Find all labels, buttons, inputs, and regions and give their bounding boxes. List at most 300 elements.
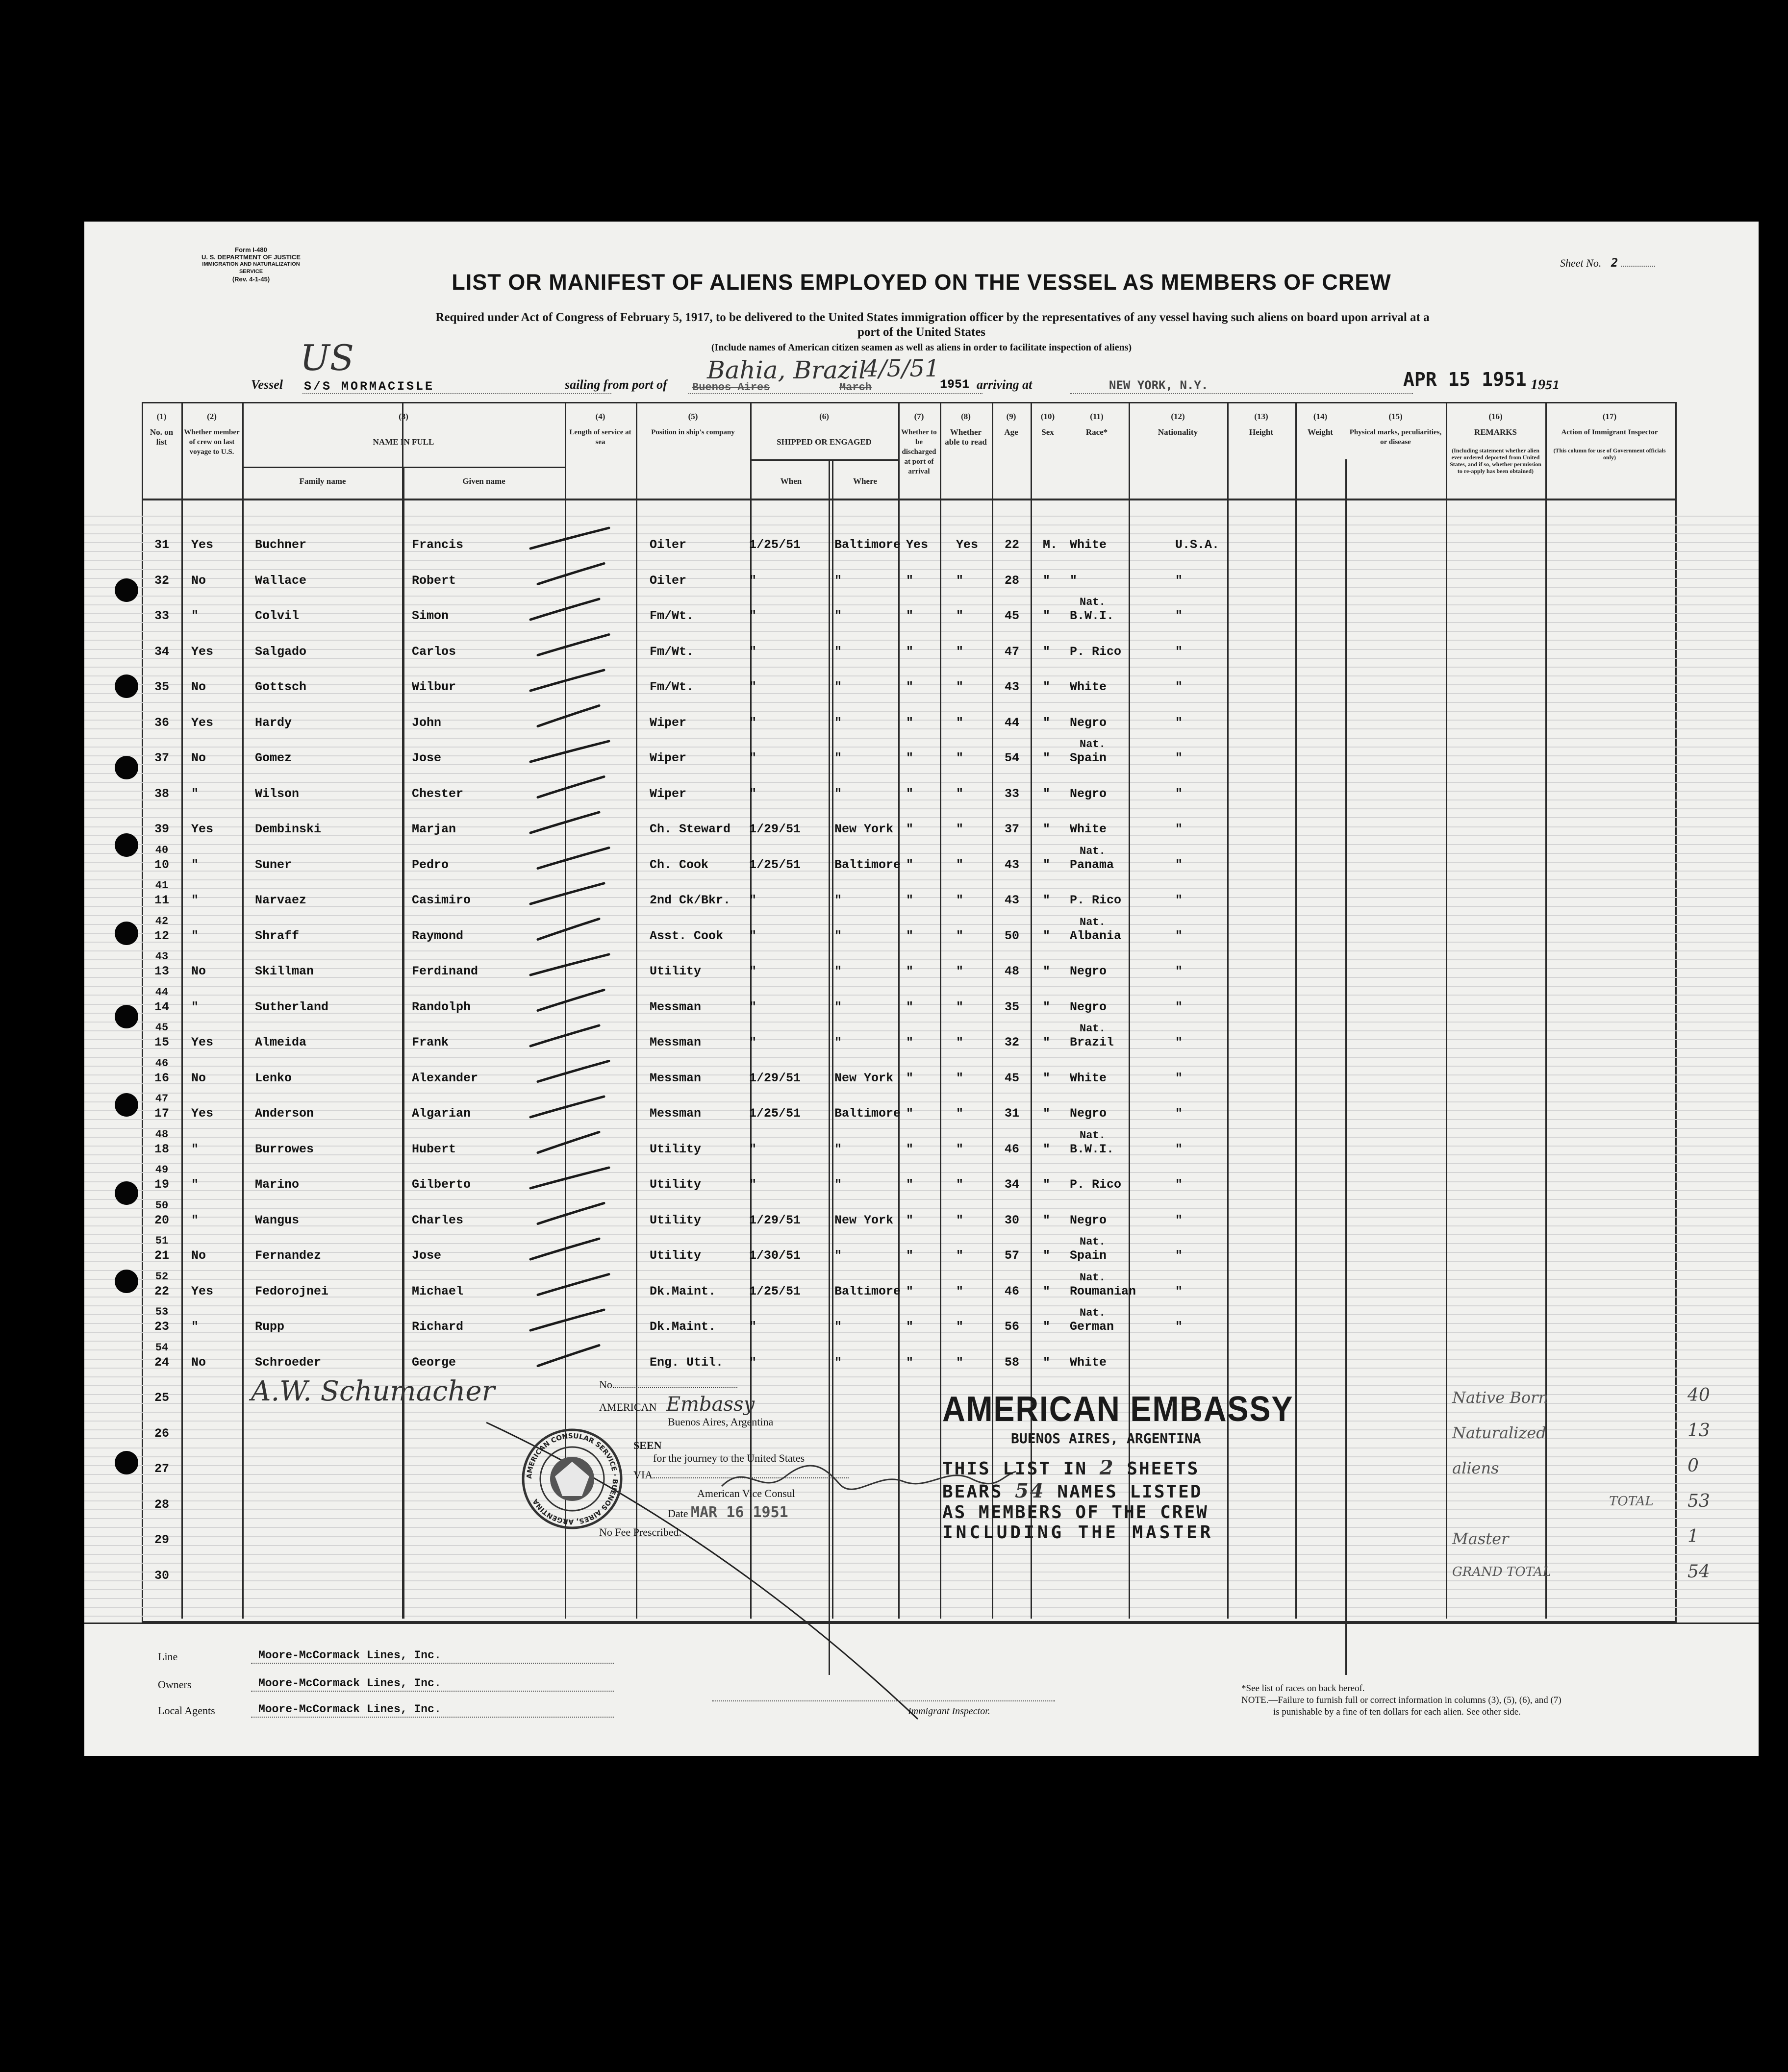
shipped-when: 1/30/51 <box>749 1248 801 1263</box>
row-number: 33 <box>154 609 169 623</box>
family-name: Gomez <box>255 751 292 765</box>
given-name: Wilbur <box>412 680 456 694</box>
position-value: Wiper <box>650 786 687 801</box>
last-voyage-value: " <box>191 1177 199 1192</box>
total-label: TOTAL <box>1609 1494 1654 1509</box>
column-note-17: (This column for use of Government officials only) <box>1553 447 1666 461</box>
shipped-where: Baltimore <box>834 1284 901 1298</box>
service-slash <box>530 599 599 620</box>
age-value: 31 <box>1005 1106 1020 1121</box>
shipped-when: 1/25/51 <box>749 857 801 872</box>
position-value: Wiper <box>650 751 687 765</box>
position-value: Fm/Wt. <box>650 644 694 659</box>
service-length-slashes <box>506 496 653 1501</box>
able-to-read-value: " <box>956 822 964 836</box>
form-department: U. S. DEPARTMENT OF JUSTICE <box>201 253 301 261</box>
nationality-value: " <box>1175 644 1183 659</box>
age-value: 48 <box>1005 964 1020 978</box>
race-value: Negro <box>1070 1213 1107 1227</box>
column-number-10: (10) <box>1040 412 1055 421</box>
sex-value: " <box>1043 1320 1051 1334</box>
service-slash <box>530 528 609 549</box>
discharged-value: " <box>906 1248 914 1263</box>
service-slash <box>538 777 604 798</box>
subtitle-line-1: Required under Act of Congress of February 5, 1917, to be delivered to the United States immigration officer by the representatives of any vessel having such aliens on board upon arrival at a <box>435 311 1430 324</box>
service-slash <box>538 564 604 584</box>
sex-value: " <box>1043 1284 1051 1298</box>
table-row <box>84 1166 1759 1201</box>
sex-value: " <box>1043 609 1051 623</box>
discharged-value: " <box>906 1320 914 1334</box>
nationality-value: " <box>1175 1248 1183 1263</box>
consul-seen: SEEN <box>633 1439 662 1451</box>
service-slash <box>538 1132 599 1153</box>
last-voyage-value: No <box>191 1355 206 1370</box>
shipped-where: Baltimore <box>834 1106 901 1121</box>
shipped-when: " <box>749 1177 757 1192</box>
service-slash <box>530 883 604 904</box>
able-to-read-value: " <box>956 751 964 765</box>
race-value: White <box>1070 1071 1107 1085</box>
last-voyage-value: " <box>191 893 199 907</box>
race-value: " <box>1070 573 1078 588</box>
consul-embassy-hand: Embassy <box>666 1393 755 1416</box>
given-name: Gilberto <box>412 1177 471 1192</box>
us-mark: US <box>300 337 354 378</box>
discharged-value: " <box>906 1284 914 1298</box>
table-row <box>84 704 1759 740</box>
shipped-when: " <box>749 609 757 623</box>
nationality-value: " <box>1175 751 1183 765</box>
consular-seal <box>516 1423 629 1535</box>
footer-owners-label: Owners <box>158 1678 192 1691</box>
service-slash <box>538 706 599 726</box>
family-name: Burrowes <box>255 1142 314 1156</box>
column-number-13: (13) <box>1254 412 1268 421</box>
discharged-value: " <box>906 964 914 978</box>
table-row <box>84 810 1759 846</box>
sex-value: " <box>1043 822 1051 836</box>
row-number-alt: 51 <box>155 1235 169 1247</box>
port-handwritten: Bahia, Brazil <box>707 356 867 384</box>
form-number: Form I-480 <box>235 246 267 253</box>
race-value: White <box>1070 1355 1107 1370</box>
vessel-name: S/S MORMACISLE <box>304 379 435 394</box>
given-name: Casimiro <box>412 893 471 907</box>
footer-agents-label: Local Agents <box>158 1704 215 1717</box>
ruled-line <box>84 516 1759 517</box>
date-handwritten: 4/5/51 <box>864 355 940 382</box>
given-name: Marjan <box>412 822 456 836</box>
row-number: 32 <box>154 573 169 588</box>
given-name: Ferdinand <box>412 964 478 978</box>
discharged-value: " <box>906 680 914 694</box>
vice-consul-label: American Vice Consul <box>697 1487 795 1499</box>
race-value: Roumanian <box>1070 1284 1136 1298</box>
able-to-read-value: " <box>956 964 964 978</box>
port-struck: Buenos Aires <box>692 381 770 394</box>
position-value: Utility <box>650 1177 702 1192</box>
discharged-value: " <box>906 1071 914 1085</box>
position-value: Wiper <box>650 715 687 730</box>
embassy-stamp-crew: AS MEMBERS OF THE CREW <box>942 1502 1209 1523</box>
shipped-when: " <box>749 928 757 943</box>
column-number-6: (6) <box>819 412 829 421</box>
year-suffix: 51 <box>1545 378 1560 392</box>
race-value: Spain <box>1070 751 1107 765</box>
given-name: Pedro <box>412 857 449 872</box>
discharged-value: " <box>906 999 914 1014</box>
column-number-9: (9) <box>1006 412 1016 421</box>
able-to-read-value: " <box>956 715 964 730</box>
embassy-stamp-title: AMERICAN EMBASSY <box>942 1390 1294 1429</box>
sex-value: " <box>1043 786 1051 801</box>
arrival-port: NEW YORK, N.Y. <box>1109 378 1209 392</box>
total-value: 53 <box>1687 1491 1710 1511</box>
given-name: Simon <box>412 609 449 623</box>
able-to-read-value: " <box>956 1071 964 1085</box>
given-name: Charles <box>412 1213 464 1227</box>
family-name: Salgado <box>255 644 307 659</box>
service-slash <box>538 635 609 655</box>
nationality-value: " <box>1175 928 1183 943</box>
last-voyage-value: Yes <box>191 822 214 836</box>
nationality-value: " <box>1175 715 1183 730</box>
family-name: Skillman <box>255 964 314 978</box>
position-value: Oiler <box>650 573 687 588</box>
row-number: 21 <box>154 1248 169 1263</box>
discharged-value: " <box>906 1355 914 1370</box>
discharged-value: " <box>906 1177 914 1192</box>
column-header-12: Nationality <box>1158 427 1198 437</box>
age-value: 45 <box>1005 1071 1020 1085</box>
race-value: P. Rico <box>1070 1177 1122 1192</box>
table-row <box>84 775 1759 811</box>
shipped-when: 1/25/51 <box>749 1284 801 1298</box>
position-value: Utility <box>650 1142 702 1156</box>
shipped-where: " <box>834 999 842 1014</box>
shipped-where: New York <box>834 1071 894 1085</box>
embassy-stamp <box>942 1389 1359 1543</box>
table-row <box>84 1308 1759 1344</box>
age-value: 22 <box>1005 538 1020 552</box>
row-number: 37 <box>154 751 169 765</box>
row-number: 39 <box>154 822 169 836</box>
row-number: 15 <box>154 1035 169 1049</box>
nationality-value: U.S.A. <box>1175 538 1220 552</box>
race-prefix: Nat. <box>1080 1236 1106 1248</box>
shipped-where: " <box>834 573 842 588</box>
discharged-value: " <box>906 715 914 730</box>
service-slash <box>530 954 609 975</box>
service-slash <box>530 741 609 762</box>
able-to-read-value: " <box>956 999 964 1014</box>
ruled-line <box>84 1412 1759 1413</box>
position-value: Utility <box>650 964 702 978</box>
family-name: Suner <box>255 857 292 872</box>
sailing-year: 1951 <box>940 377 970 392</box>
binder-hole <box>115 833 138 857</box>
arrival-date-stamp: APR 15 1951 <box>1403 369 1527 390</box>
column-number-14: (14) <box>1313 412 1328 421</box>
row-number: 30 <box>154 1568 169 1583</box>
table-row <box>84 633 1759 669</box>
able-to-read-value: " <box>956 1213 964 1227</box>
sex-value: " <box>1043 1355 1051 1370</box>
service-slash <box>538 1061 609 1082</box>
binder-hole <box>115 922 138 945</box>
discharged-value: " <box>906 1142 914 1156</box>
last-voyage-value: No <box>191 964 206 978</box>
table-row <box>84 881 1759 917</box>
sex-value: " <box>1043 1177 1051 1192</box>
able-to-read-value: " <box>956 680 964 694</box>
service-slash <box>530 1310 604 1330</box>
nationality-value: " <box>1175 609 1183 623</box>
position-value: Eng. Util. <box>650 1355 724 1370</box>
family-name: Wilson <box>255 786 300 801</box>
given-name: Jose <box>412 1248 442 1263</box>
table-row <box>84 597 1759 633</box>
race-value: Spain <box>1070 1248 1107 1263</box>
row-number: 20 <box>154 1213 169 1227</box>
discharged-value: " <box>906 822 914 836</box>
position-value: Messman <box>650 1106 702 1121</box>
binder-hole <box>115 1270 138 1293</box>
row-number-alt: 43 <box>155 950 169 963</box>
consul-journey: for the journey to the United States <box>653 1452 805 1464</box>
row-number-alt: 44 <box>155 986 169 999</box>
sex-value: " <box>1043 1213 1051 1227</box>
sex-value: " <box>1043 999 1051 1014</box>
row-number-alt: 45 <box>155 1022 169 1034</box>
row-number: 29 <box>154 1533 169 1547</box>
service-slash <box>530 1239 599 1259</box>
service-slash <box>538 848 609 869</box>
form-revision: (Rev. 4-1-45) <box>232 275 270 283</box>
family-name: Dembinski <box>255 822 322 836</box>
table-row <box>84 952 1759 988</box>
binder-hole <box>115 1093 138 1117</box>
discharged-value: " <box>906 857 914 872</box>
column-header-5: Position in ship's company <box>651 428 735 436</box>
able-to-read-value: " <box>956 609 964 623</box>
shipped-when: " <box>749 786 757 801</box>
table-row <box>84 1130 1759 1166</box>
sex-value: " <box>1043 1035 1051 1049</box>
total-value: 13 <box>1687 1421 1710 1441</box>
race-prefix: Nat. <box>1080 1271 1106 1284</box>
nationality-value: " <box>1175 1071 1183 1085</box>
column-header-16: REMARKS <box>1474 427 1517 437</box>
race-prefix: Nat. <box>1080 596 1106 608</box>
position-value: Messman <box>650 1035 702 1049</box>
discharged-value: " <box>906 1035 914 1049</box>
nationality-value: " <box>1175 680 1183 694</box>
race-value: Panama <box>1070 857 1114 872</box>
able-to-read-value: " <box>956 1248 964 1263</box>
family-name: Wangus <box>255 1213 300 1227</box>
row-number: 28 <box>154 1497 169 1512</box>
row-number-alt: 52 <box>155 1270 169 1283</box>
age-value: 32 <box>1005 1035 1020 1049</box>
shipped-when: " <box>749 1035 757 1049</box>
row-number: 13 <box>154 964 169 978</box>
table-row <box>84 739 1759 775</box>
total-value: 40 <box>1687 1385 1710 1405</box>
sex-value: " <box>1043 715 1051 730</box>
row-number-alt: 48 <box>155 1128 169 1141</box>
race-prefix: Nat. <box>1080 738 1106 750</box>
race-value: White <box>1070 538 1107 552</box>
family-name: Rupp <box>255 1320 285 1334</box>
row-number: 18 <box>154 1142 169 1156</box>
column-header-1: No. on list <box>150 427 174 447</box>
footer-note-1: *See list of races on back hereof. <box>1241 1683 1365 1694</box>
row-number: 19 <box>154 1177 169 1192</box>
column-header-15: Physical marks, peculiarities, or disease <box>1349 428 1442 446</box>
family-name: Lenko <box>255 1071 292 1085</box>
shipped-when: 1/29/51 <box>749 1213 801 1227</box>
age-value: 58 <box>1005 1355 1020 1370</box>
nationality-value: " <box>1175 857 1183 872</box>
age-value: 44 <box>1005 715 1020 730</box>
age-value: 47 <box>1005 644 1020 659</box>
row-number: 10 <box>154 857 169 872</box>
discharged-value: Yes <box>906 538 929 552</box>
given-name: Frank <box>412 1035 449 1049</box>
race-value: German <box>1070 1320 1114 1334</box>
family-name: Fedorojnei <box>255 1284 329 1298</box>
discharged-value: " <box>906 893 914 907</box>
position-value: Messman <box>650 999 702 1014</box>
total-label: Naturalized <box>1452 1423 1546 1442</box>
age-value: 50 <box>1005 928 1020 943</box>
family-name: Narvaez <box>255 893 307 907</box>
nationality-value: " <box>1175 893 1183 907</box>
shipped-when: " <box>749 999 757 1014</box>
column-number-17: (17) <box>1602 412 1617 421</box>
service-slash <box>538 919 599 940</box>
form-service: IMMIGRATION AND NATURALIZATION SERVICE <box>202 261 300 275</box>
discharged-value: " <box>906 573 914 588</box>
column-number-1: (1) <box>156 412 167 421</box>
sex-value: " <box>1043 751 1051 765</box>
given-name: Michael <box>412 1284 464 1298</box>
shipped-where: New York <box>834 1213 894 1227</box>
shipped-where: " <box>834 1355 842 1370</box>
total-label: GRAND TOTAL <box>1452 1565 1551 1579</box>
consul-fee: No Fee Prescribed. <box>599 1526 682 1538</box>
row-number: 26 <box>154 1426 169 1441</box>
footer-agents-value: Moore-McCormack Lines, Inc. <box>258 1703 441 1716</box>
embassy-stamp-city: BUENOS AIRES, ARGENTINA <box>1011 1430 1201 1447</box>
position-value: Fm/Wt. <box>650 680 694 694</box>
column-header-9: Age <box>1004 427 1018 437</box>
sex-value: " <box>1043 964 1051 978</box>
service-slash <box>538 1203 604 1224</box>
race-value: Negro <box>1070 964 1107 978</box>
month-struck: March <box>839 381 872 394</box>
last-voyage-value: " <box>191 609 199 623</box>
last-voyage-value: Yes <box>191 715 214 730</box>
nationality-value: " <box>1175 1035 1183 1049</box>
shipped-where: " <box>834 893 842 907</box>
family-name: Wallace <box>255 573 307 588</box>
able-to-read-value: " <box>956 1035 964 1049</box>
shipped-where: " <box>834 928 842 943</box>
sex-value: " <box>1043 1106 1051 1121</box>
sheet-number <box>1560 256 1655 270</box>
last-voyage-value: No <box>191 751 206 765</box>
able-to-read-value: " <box>956 786 964 801</box>
shipped-where: " <box>834 1248 842 1263</box>
column-number-12: (12) <box>1171 412 1185 421</box>
shipped-where: " <box>834 964 842 978</box>
shipped-where: " <box>834 1320 842 1334</box>
race-value: Negro <box>1070 786 1107 801</box>
shipped-when: 1/29/51 <box>749 822 801 836</box>
shipped-when: " <box>749 680 757 694</box>
total-value: 1 <box>1687 1526 1699 1547</box>
service-slash <box>530 1025 599 1046</box>
vessel-label: Vessel <box>251 377 283 392</box>
row-number-alt: 54 <box>155 1341 169 1354</box>
last-voyage-value: Yes <box>191 644 214 659</box>
binder-hole <box>115 1005 138 1028</box>
sheet-number-value: 2 <box>1611 256 1618 270</box>
row-number-alt: 40 <box>155 844 169 856</box>
column-header-6: SHIPPED OR ENGAGED <box>777 437 872 447</box>
row-number: 38 <box>154 786 169 801</box>
consul-embassy-line: AMERICAN Embassy <box>599 1393 755 1416</box>
service-slash <box>538 990 604 1011</box>
age-value: 46 <box>1005 1284 1020 1298</box>
sex-value: " <box>1043 893 1051 907</box>
ruled-line <box>84 524 1759 525</box>
manifest-sheet <box>84 222 1759 1756</box>
position-value: Utility <box>650 1213 702 1227</box>
sailing-label: sailing from port of <box>565 377 667 392</box>
service-slash <box>538 1274 609 1295</box>
age-value: 56 <box>1005 1320 1020 1334</box>
discharged-value: " <box>906 751 914 765</box>
table-row <box>84 988 1759 1024</box>
family-name: Gottsch <box>255 680 307 694</box>
shipped-where: " <box>834 680 842 694</box>
family-name: Buchner <box>255 538 307 552</box>
race-prefix: Nat. <box>1080 1307 1106 1319</box>
arriving-label: arriving at <box>977 377 1033 392</box>
row-number: 14 <box>154 999 169 1014</box>
sex-value: " <box>1043 644 1051 659</box>
age-value: 45 <box>1005 609 1020 623</box>
last-voyage-value: " <box>191 1213 199 1227</box>
shipped-where: Baltimore <box>834 857 901 872</box>
position-value: Utility <box>650 1248 702 1263</box>
race-prefix: Nat. <box>1080 845 1106 857</box>
race-prefix: Nat. <box>1080 1129 1106 1142</box>
total-value: 54 <box>1687 1562 1710 1582</box>
given-name: Francis <box>412 538 464 552</box>
column-header-3: NAME IN FULL <box>373 437 434 447</box>
race-value: Albania <box>1070 928 1122 943</box>
column-header-17: Action of Immigrant Inspector <box>1561 428 1658 436</box>
footer-line-label: Line <box>158 1650 178 1663</box>
sex-value: " <box>1043 680 1051 694</box>
row-number-alt: 49 <box>155 1164 169 1176</box>
year-prefix: 19 <box>1531 376 1545 393</box>
